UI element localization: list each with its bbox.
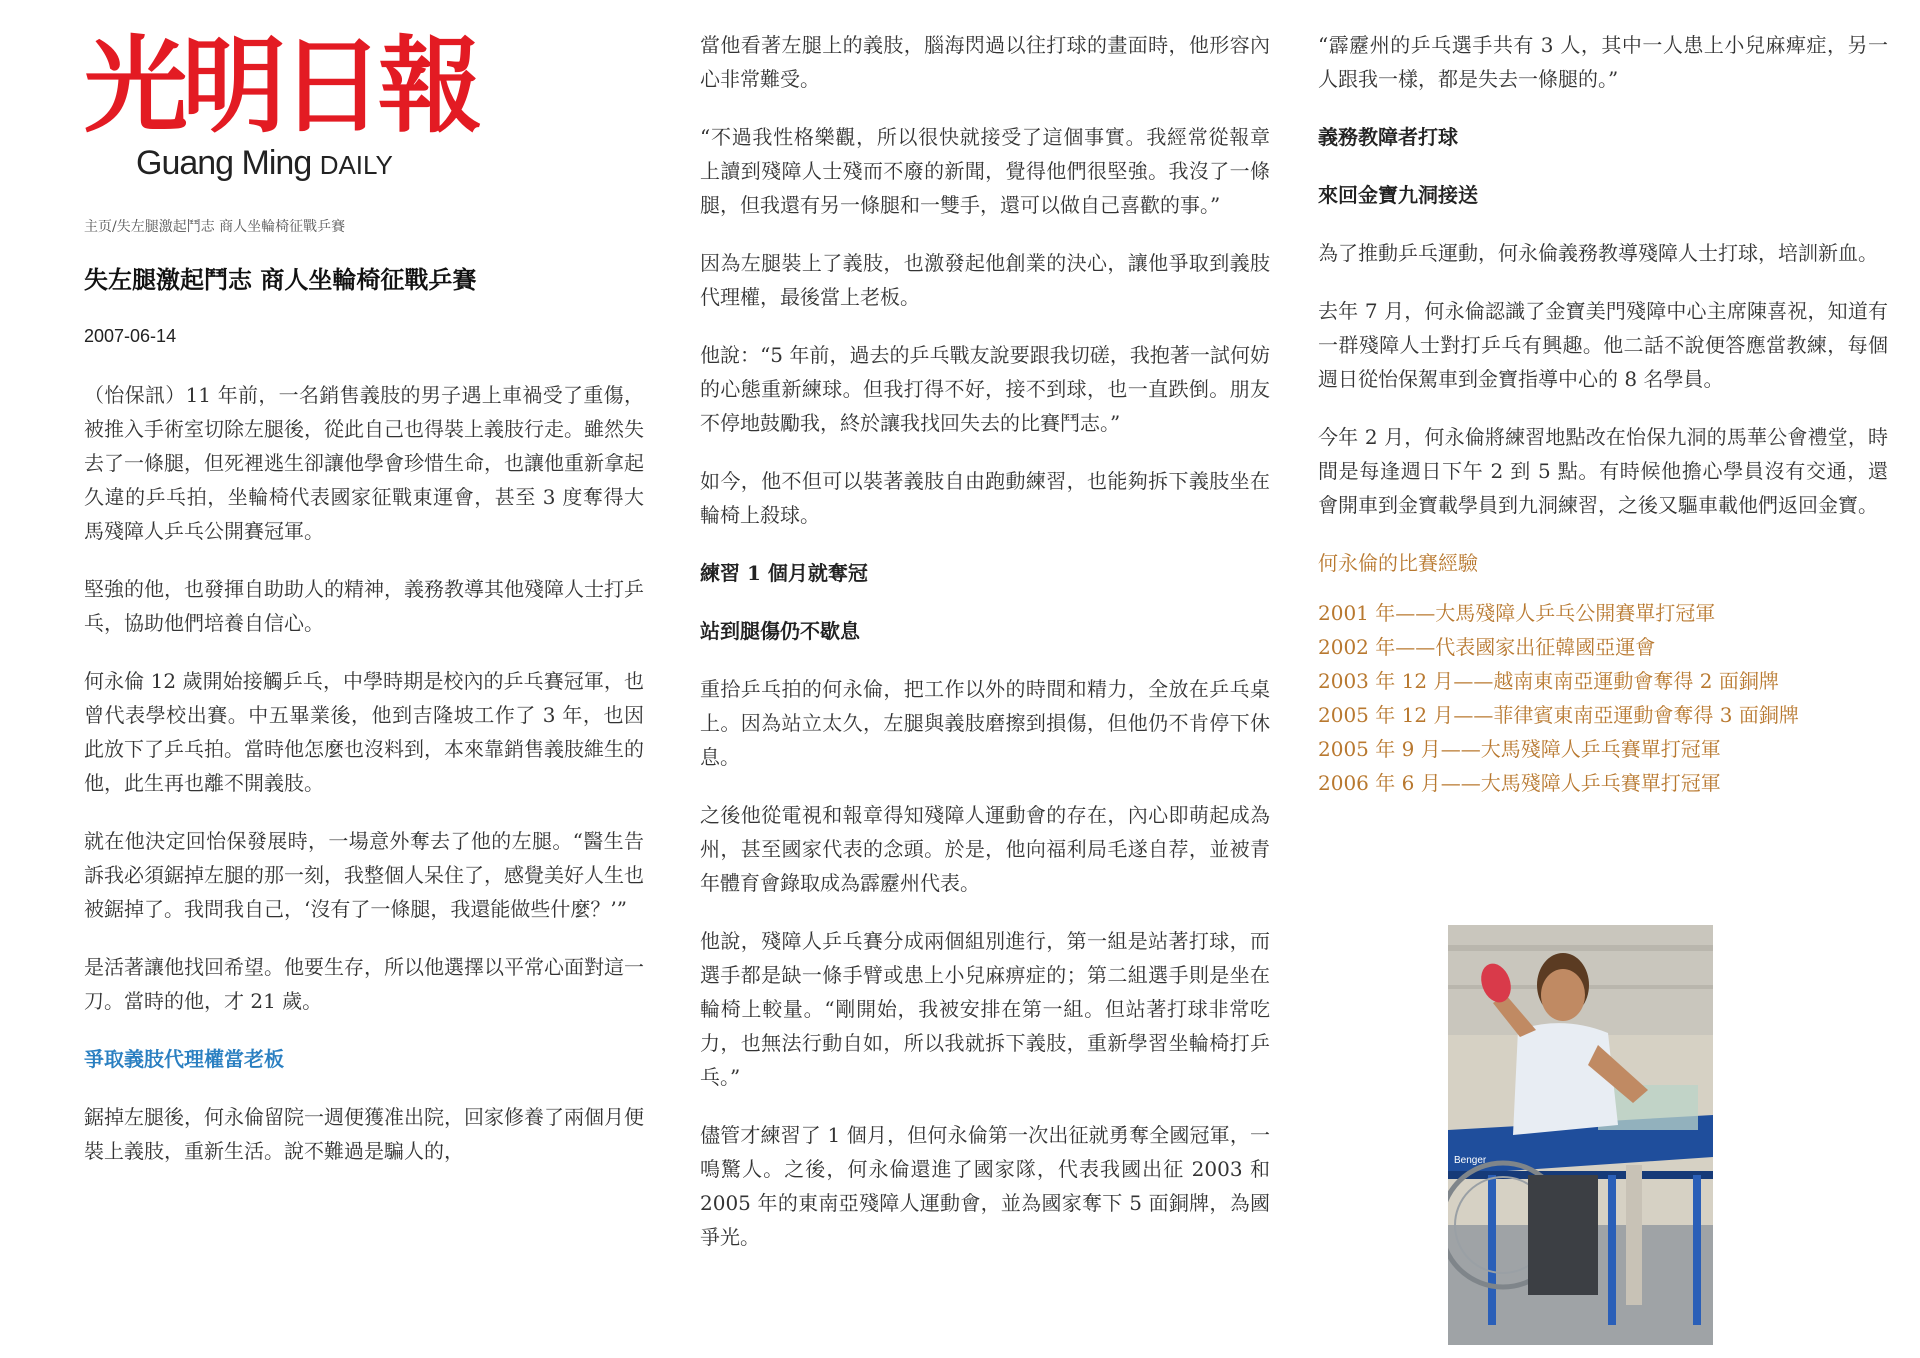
paragraph: 之後他從電視和報章得知殘障人運動會的存在，內心即萌起成為州，甚至國家代表的念頭。於是，他向福利局毛遂自荐，並被青年體育會錄取成為霹靂州代表。 xyxy=(700,803,1270,895)
paragraph: 當他看著左腿上的義肢，腦海閃過以往打球的畫面時，他形容內心非常難受。 xyxy=(700,33,1270,91)
article-date: 2007-06-14 xyxy=(84,326,177,346)
breadcrumb[interactable]: 主页/失左腿激起鬥志 商人坐輪椅征戰乒賽 xyxy=(84,219,346,235)
paragraph: 去年 7 月，何永倫認識了金寶美門殘障中心主席陳喜祝，知道有一群殘障人士對打乒乓有興趣。他二話不說便答應當教練，每個週日從怡保駕車到金寶指導中心的 8 名學員。 xyxy=(1318,299,1888,391)
experience-item: 2001 年——大馬殘障人乒乓公開賽單打冠軍 xyxy=(1318,601,1716,625)
paragraph: 他說：“5 年前，過去的乒乓戰友說要跟我切磋，我抱著一試何妨的心態重新練球。但我打得不好，接不到球，也一直跌倒。朋友不停地鼓勵我，終於讓我找回失去的比賽鬥志。” xyxy=(700,343,1270,435)
paragraph: 堅強的他，也發揮自助助人的精神，義務教導其他殘障人士打乒乓，協助他們培養自信心。 xyxy=(84,577,644,635)
paragraph: 為了推動乒乓運動，何永倫義務教導殘障人士打球，培訓新血。 xyxy=(1318,241,1878,265)
article-headline: 失左腿激起鬥志 商人坐輪椅征戰乒賽 xyxy=(84,265,477,294)
article-column-3 xyxy=(1318,28,1888,800)
experience-item: 2002 年——代表國家出征韓國亞運會 xyxy=(1318,635,1656,659)
paragraph: “霹靂州的乒乓選手共有 3 人，其中一人患上小兒麻痺症，另一人跟我一樣，都是失去一條腿的。” xyxy=(1318,33,1888,91)
section-subhead: 來回金寶九洞接送 xyxy=(1318,183,1478,207)
paragraph: 他說，殘障人乒乓賽分成兩個組別進行，第一組是站著打球，而選手都是缺一條手臂或患上小兒麻痹症的；第二組選手則是坐在輪椅上較量。“剛開始，我被安排在第一組。但站著打球非常吃力，也無法行動自如，所以我就拆下義肢，重新學習坐輪椅打乒乓。” xyxy=(700,929,1270,1089)
logo-english-main: Guang Ming xyxy=(136,144,312,182)
experience-list xyxy=(1318,596,1888,800)
logo-chinese: 光明日報 xyxy=(84,25,477,147)
player-photo-illustration xyxy=(1448,925,1713,1345)
paragraph: “不過我性格樂觀，所以很快就接受了這個事實。我經常從報章上讀到殘障人士殘而不廢的新聞，覺得他們很堅強。我沒了一條腿，但我還有另一條腿和一雙手，還可以做自己喜歡的事。” xyxy=(700,125,1270,217)
experience-item: 2006 年 6 月——大馬殘障人乒乓賽單打冠軍 xyxy=(1318,771,1721,795)
section-subhead: 練習 1 個月就奪冠 xyxy=(700,561,868,585)
table-brand-text: Benger xyxy=(1454,1155,1487,1166)
logo-english xyxy=(136,144,393,183)
paragraph: 儘管才練習了 1 個月，但何永倫第一次出征就勇奪全國冠軍，一鳴驚人。之後，何永倫還進了國家隊，代表我國出征 2003 和 2005 年的東南亞殘障人運動會，並為國家奪下 5 面銅牌，為國爭光。 xyxy=(700,1123,1270,1249)
paragraph: 是活著讓他找回希望。他要生存，所以他選擇以平常心面對這一刀。當時的他，才 21 歲。 xyxy=(84,955,644,1013)
paragraph: 鋸掉左腿後，何永倫留院一週便獲准出院，回家修養了兩個月便裝上義肢，重新生活。說不難過是騙人的， xyxy=(84,1105,644,1163)
paragraph: （怡保訊）11 年前，一名銷售義肢的男子遇上車禍受了重傷，被推入手術室切除左腿後，從此自己也得裝上義肢行走。雖然失去了一條腿，但死裡逃生卻讓他學會珍惜生命，也讓他重新拿起久違的乒乓拍，坐輪椅代表國家征戰東運會，甚至 3 度奪得大馬殘障人乒乓公開賽冠軍。 xyxy=(84,383,644,543)
experience-item: 2005 年 12 月——菲律賓東南亞運動會奪得 3 面銅牌 xyxy=(1318,703,1799,727)
article-column-1 xyxy=(84,378,644,1192)
experience-item: 2005 年 9 月——大馬殘障人乒乓賽單打冠軍 xyxy=(1318,737,1721,761)
experience-title: 何永倫的比賽經驗 xyxy=(1318,551,1478,575)
paragraph: 因為左腿裝上了義肢，也激發起他創業的決心，讓他爭取到義肢代理權，最後當上老板。 xyxy=(700,251,1270,309)
newspaper-logo xyxy=(84,25,484,184)
player-photo xyxy=(1448,925,1713,1345)
paragraph: 重拾乒乓拍的何永倫，把工作以外的時間和精力，全放在乒乓桌上。因為站立太久，左腿與義肢磨擦到損傷，但他仍不肯停下休息。 xyxy=(700,677,1270,769)
article-column-2 xyxy=(700,28,1270,1278)
section-subhead: 爭取義肢代理權當老板 xyxy=(84,1047,284,1071)
paragraph: 如今，他不但可以裝著義肢自由跑動練習，也能夠拆下義肢坐在輪椅上殺球。 xyxy=(700,469,1270,527)
paragraph: 就在他決定回怡保發展時，一場意外奪去了他的左腿。“醫生告訴我必須鋸掉左腿的那一刻，我整個人呆住了，感覺美好人生也被鋸掉了。我問我自己，‘沒有了一條腿，我還能做些什麼？’” xyxy=(84,829,644,921)
section-subhead: 站到腿傷仍不歇息 xyxy=(700,619,860,643)
section-subhead: 義務教障者打球 xyxy=(1318,125,1458,149)
experience-item: 2003 年 12 月——越南東南亞運動會奪得 2 面銅牌 xyxy=(1318,669,1779,693)
paragraph: 何永倫 12 歲開始接觸乒乓，中學時期是校內的乒乓賽冠軍，也曾代表學校出賽。中五畢業後，他到吉隆坡工作了 3 年，也因此放下了乒乓拍。當時他怎麼也沒料到，本來靠銷售義肢維生的他，此生再也離不開義肢。 xyxy=(84,669,644,795)
logo-english-daily: DAILY xyxy=(319,150,393,180)
paragraph: 今年 2 月，何永倫將練習地點改在怡保九洞的馬華公會禮堂，時間是每逢週日下午 2 到 5 點。有時候他擔心學員沒有交通，還會開車到金寶載學員到九洞練習，之後又驅車載他們返回金寶。 xyxy=(1318,425,1888,517)
